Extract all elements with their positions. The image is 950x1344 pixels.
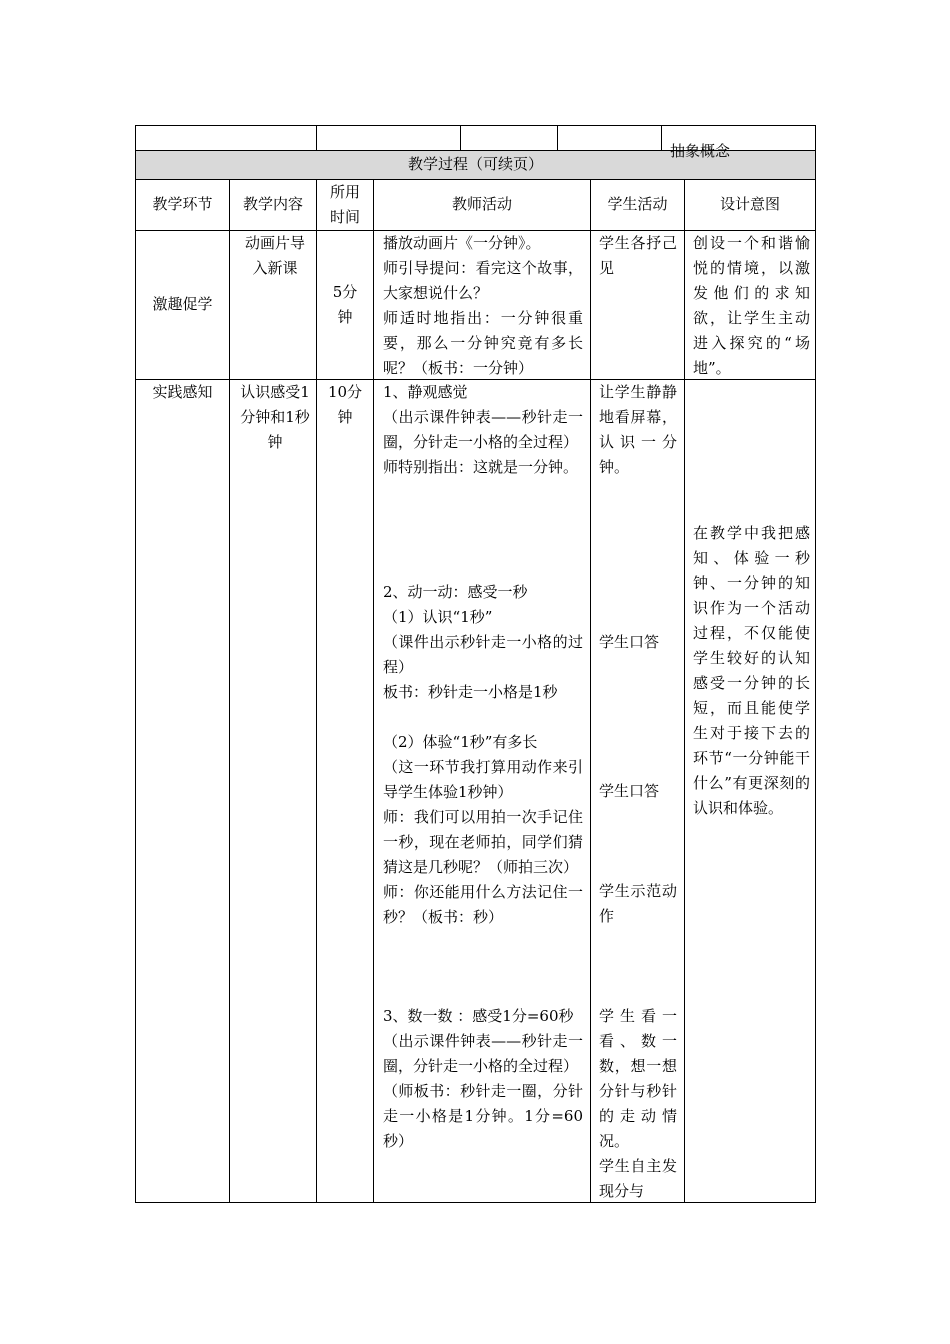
section-title: 教学过程（可续页） bbox=[407, 155, 543, 173]
row2-teacher-block-4: 3、数一数 ：感受1分=60秒 （出示课件钟表——秒针走一圈，分针走一小格的全过程） （师板书：秒针走一圈，分针走一小格是1分钟。1分=60秒） bbox=[383, 1007, 583, 1150]
row2-design-intent: 在教学中我把感知、体验一秒钟、一分钟的知识作为一个活动过程，不仅能使学生较好的认知感受一分钟的长短，而且能使学生对于接下去的环节“一分钟能干什么”有更深刻的认识和体验。 bbox=[693, 524, 810, 817]
header-intent: 设计意图 bbox=[719, 195, 780, 213]
top-row-concept-text: 抽象概念 bbox=[670, 142, 731, 160]
header-time: 所用时间 bbox=[329, 183, 360, 226]
row1-time: 5分钟 bbox=[332, 283, 358, 326]
row2-stage: 实践感知 bbox=[152, 383, 213, 401]
row1-student-activity: 学生各抒己见 bbox=[599, 234, 677, 277]
row1-stage: 激趣促学 bbox=[152, 295, 213, 313]
row2-student-block-3: 学生口答 bbox=[599, 782, 660, 800]
header-teacher: 教师活动 bbox=[451, 195, 512, 213]
row2-student-block-4: 学生示范动作 bbox=[599, 882, 677, 925]
row2-student-block-5: 学生看一看、数一数，想一想分针与秒针的走动情况。 学生自主发现分与 bbox=[599, 1007, 677, 1200]
row2-content: 认识感受1分钟和1秒钟 bbox=[240, 383, 310, 451]
row2-teacher-block-3: （2）体验“1秒”有多长 （这一环节我打算用动作来引导学生体验1秒钟） 师：我们可以用拍一次手记住一秒，现在老师拍，同学们猜猜这是几秒呢？（师拍三次） 师：你还能用什么方法记住一秒？（板书：秒） bbox=[383, 733, 583, 926]
row1-content: 动画片导入新课 bbox=[244, 234, 305, 277]
row2-student-block-1: 让学生静静地看屏幕，认识一分钟。 bbox=[599, 383, 677, 476]
row2-time: 10分钟 bbox=[327, 383, 363, 426]
row2-teacher-block-2: 2、动一动：感受一秒 （1）认识“1秒” （课件出示秒针走一小格的过程） 板书：秒针走一小格是1秒 bbox=[383, 583, 583, 701]
row1-design-intent: 创设一个和谐愉悦的情境，以激发他们的求知欲，让学生主动进入探究的“场地”。 bbox=[693, 234, 810, 377]
header-student: 学生活动 bbox=[607, 195, 668, 213]
row2-student-block-2: 学生口答 bbox=[599, 633, 660, 651]
row2-teacher-block-1: 1、静观感觉 （出示课件钟表——秒针走一圈，分针走一小格的全过程） 师特别指出：这就是一分钟。 bbox=[383, 383, 583, 476]
header-content: 教学内容 bbox=[242, 195, 303, 213]
row1-teacher-activity: 播放动画片《一分钟》。 师引导提问：看完这个故事，大家想说什么？ 师适时地指出：一分钟很重要，那么一分钟究竟有多长呢？（板书：一分钟） bbox=[383, 234, 583, 377]
header-stage: 教学环节 bbox=[152, 195, 213, 213]
